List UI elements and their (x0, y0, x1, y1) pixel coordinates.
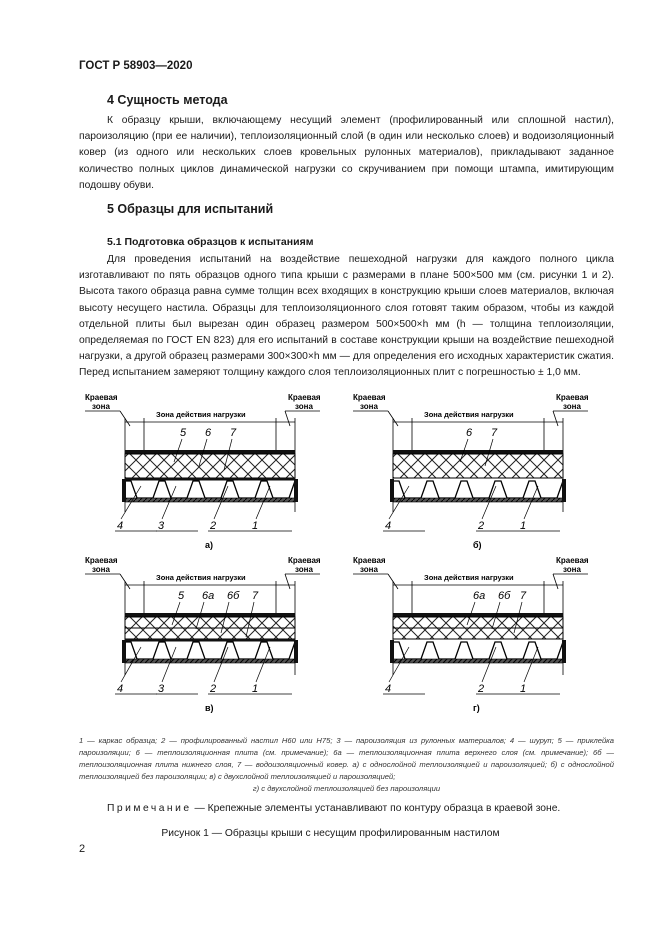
profiled-deck (393, 481, 563, 498)
frame-end-right (294, 640, 298, 663)
edge-zone-label-right-2: зона (295, 402, 313, 411)
callout-top-7: 7 (491, 427, 498, 439)
callout-top-6а: 6а (473, 590, 486, 602)
edge-zone-label-left-2: зона (92, 402, 110, 411)
callout-bottom-2: 2 (210, 520, 217, 532)
callout-top-6б: 6б (227, 590, 240, 602)
load-zone-label: Зона действия нагрузки (424, 573, 514, 582)
frame-end-right (562, 479, 566, 502)
insulation-lower-layer (393, 628, 563, 639)
insulation-upper-layer (125, 617, 295, 628)
profiled-deck (393, 642, 563, 659)
insulation-lower-layer (125, 628, 295, 639)
callout-bottom-1: 1 (520, 683, 527, 695)
legend-text: 1 — каркас образца; 2 — профилированный настил Н60 или Н75; 3 — пароизоляция из рулонных материалов; 4 — шуруп; 5 — приклейка пароизоляции; 6 — теплоизоляционная плита (см. примечание); 6а — теплоизоляционная плита верхнего слоя (см. примечание); 6б — теплоизоляционная плита нижнего слоя, 7 — водоизоляционный ковер. а) с однослойной теплоизоляцией и пароизоляцией; б) с однослойной теплоизоляцией без пароизоляции; в) с двухслойной теплоизоляцией и пароизоляцией; (79, 736, 614, 781)
sample-frame (125, 498, 295, 502)
callout-top-5: 5 (178, 590, 185, 602)
profiled-deck (125, 642, 295, 659)
vapor-barrier-layer (125, 478, 295, 481)
figure-panel-a (80, 390, 320, 565)
figure-panel-v (80, 553, 320, 728)
edge-zone-label-left-2: зона (360, 402, 378, 411)
callout-bottom-leader-2 (214, 647, 228, 682)
edge-zone-leader-right (285, 411, 290, 426)
edge-zone-label-right: Краевая (556, 393, 589, 402)
edge-zone-label-right: Краевая (288, 556, 321, 565)
callout-top-5: 5 (180, 427, 187, 439)
subsection-5-1-title: 5.1 Подготовка образцов к испытаниям (107, 236, 314, 248)
callout-bottom-leader-1 (256, 647, 270, 682)
edge-zone-label-right-2: зона (563, 402, 581, 411)
waterproofing-layer (393, 613, 563, 617)
edge-zone-label-right: Краевая (556, 556, 589, 565)
callout-top-6а: 6а (202, 590, 215, 602)
insulation-upper-layer (393, 617, 563, 628)
figure-panel-g (348, 553, 588, 728)
sample-frame (393, 659, 563, 663)
frame-end-right (562, 640, 566, 663)
edge-zone-label-left: Краевая (353, 556, 386, 565)
edge-zone-label-right-2: зона (563, 565, 581, 574)
insulation-layer (125, 454, 295, 478)
edge-zone-label-left-2: зона (92, 565, 110, 574)
callout-top-7: 7 (252, 590, 259, 602)
figure-note (107, 803, 560, 814)
frame-end-left (122, 479, 126, 502)
edge-zone-label-left-2: зона (360, 565, 378, 574)
callout-bottom-leader-2 (482, 486, 496, 519)
legend-last-line: г) с двухслойной теплоизоляцией без пароизоляции (252, 784, 441, 793)
subsection-5-1-text: Для проведения испытаний на воздействие пешеходной нагрузки для каждого полного цикла изготавливают по пять образцов одного типа крыши с размерами в плане 500×500 мм (см. рисунки 1 и 2). Высота такого образца равна сумме толщин всех входящих в конструкцию крыши слоев материалов, включая высоту несущего настила. Образцы для теплоизоляционного слоя готовят таким образом, чтобы из каждой отдельной плиты был вырезан один образец размером 500×500×h мм (h — толщина теплоизоляции, определяемая по ГОСТ EN 823) для его испытаний в составе конструкции крыши на воздействие пешеходной нагрузки, а другой образец размерами 300×300×h мм — для определения его исходных характеристик сжатия. Перед испытанием замеряют толщину каждого слоя теплоизоляционных плит с погрешностью ± 1,0 мм. (79, 254, 614, 379)
edge-zone-leader-right (553, 411, 558, 426)
callout-bottom-1: 1 (252, 520, 259, 532)
callout-top-6б: 6б (498, 590, 511, 602)
callout-bottom-1: 1 (520, 520, 527, 532)
load-zone-label: Зона действия нагрузки (424, 410, 514, 419)
figure-caption: Рисунок 1 — Образцы крыши с несущим профилированным настилом (161, 828, 500, 839)
frame-end-right (294, 479, 298, 502)
section-4-text: К образцу крыши, включающему несущий элемент (профилированный или сплошной настил), пароизоляцию (при ее наличии), теплоизоляционный слой (в один или несколько слоев) и водоизоляционный ковер (из одного или нескольких слоев кровельных рулонных материалов), прикладывают заданное количество полных циклов динамической нагрузки со скручиванием при помощи штампа, имитирующим подошву обуви. (79, 115, 614, 191)
waterproofing-layer (125, 613, 295, 617)
callout-top-7: 7 (230, 427, 237, 439)
document-header: ГОСТ Р 58903—2020 (79, 60, 193, 72)
insulation-layer (393, 454, 563, 478)
edge-zone-leader-right (285, 574, 290, 589)
section-5-title: 5 Образцы для испытаний (107, 202, 274, 216)
sample-frame (125, 659, 295, 663)
panel-caption: г) (473, 703, 480, 713)
load-zone-label: Зона действия нагрузки (156, 410, 246, 419)
profiled-deck (125, 481, 295, 498)
callout-bottom-2: 2 (210, 683, 217, 695)
edge-zone-label-left: Краевая (85, 393, 118, 402)
edge-zone-label-right: Краевая (288, 393, 321, 402)
callout-bottom-4: 4 (117, 683, 124, 695)
edge-zone-label-left: Краевая (353, 393, 386, 402)
callout-bottom-1: 1 (252, 683, 259, 695)
callout-bottom-4: 4 (117, 520, 124, 532)
sample-frame (393, 498, 563, 502)
page-number: 2 (79, 843, 86, 855)
load-zone-label: Зона действия нагрузки (156, 573, 246, 582)
callout-bottom-leader-2 (482, 647, 496, 682)
figure-legend (79, 735, 614, 795)
callout-bottom-leader-1 (524, 647, 538, 682)
callout-bottom-4: 4 (385, 520, 392, 532)
callout-bottom-3: 3 (158, 683, 165, 695)
frame-end-left (390, 640, 394, 663)
callout-bottom-3: 3 (158, 520, 165, 532)
figure-panel-b (348, 390, 588, 565)
callout-top-6: 6 (466, 427, 473, 439)
callout-bottom-leader-2 (214, 486, 228, 519)
frame-end-left (390, 479, 394, 502)
edge-zone-label-right-2: зона (295, 565, 313, 574)
vapor-barrier-layer (125, 639, 295, 642)
section-4-title: 4 Сущность метода (107, 93, 228, 107)
frame-end-left (122, 640, 126, 663)
edge-zone-leader-right (553, 574, 558, 589)
callout-bottom-4: 4 (385, 683, 392, 695)
note-text: — Крепежные элементы устанавливают по контуру образца в краевой зоне. (191, 803, 561, 814)
note-label: Примечание (107, 803, 192, 814)
callout-bottom-2: 2 (478, 683, 485, 695)
callout-bottom-2: 2 (478, 520, 485, 532)
callout-top-7: 7 (520, 590, 527, 602)
panel-caption: б) (473, 540, 482, 550)
panel-caption: в) (205, 703, 214, 713)
panel-caption: а) (205, 540, 214, 550)
waterproofing-layer (393, 450, 563, 454)
edge-zone-label-left: Краевая (85, 556, 118, 565)
waterproofing-layer (125, 450, 295, 454)
callout-top-6: 6 (205, 427, 212, 439)
